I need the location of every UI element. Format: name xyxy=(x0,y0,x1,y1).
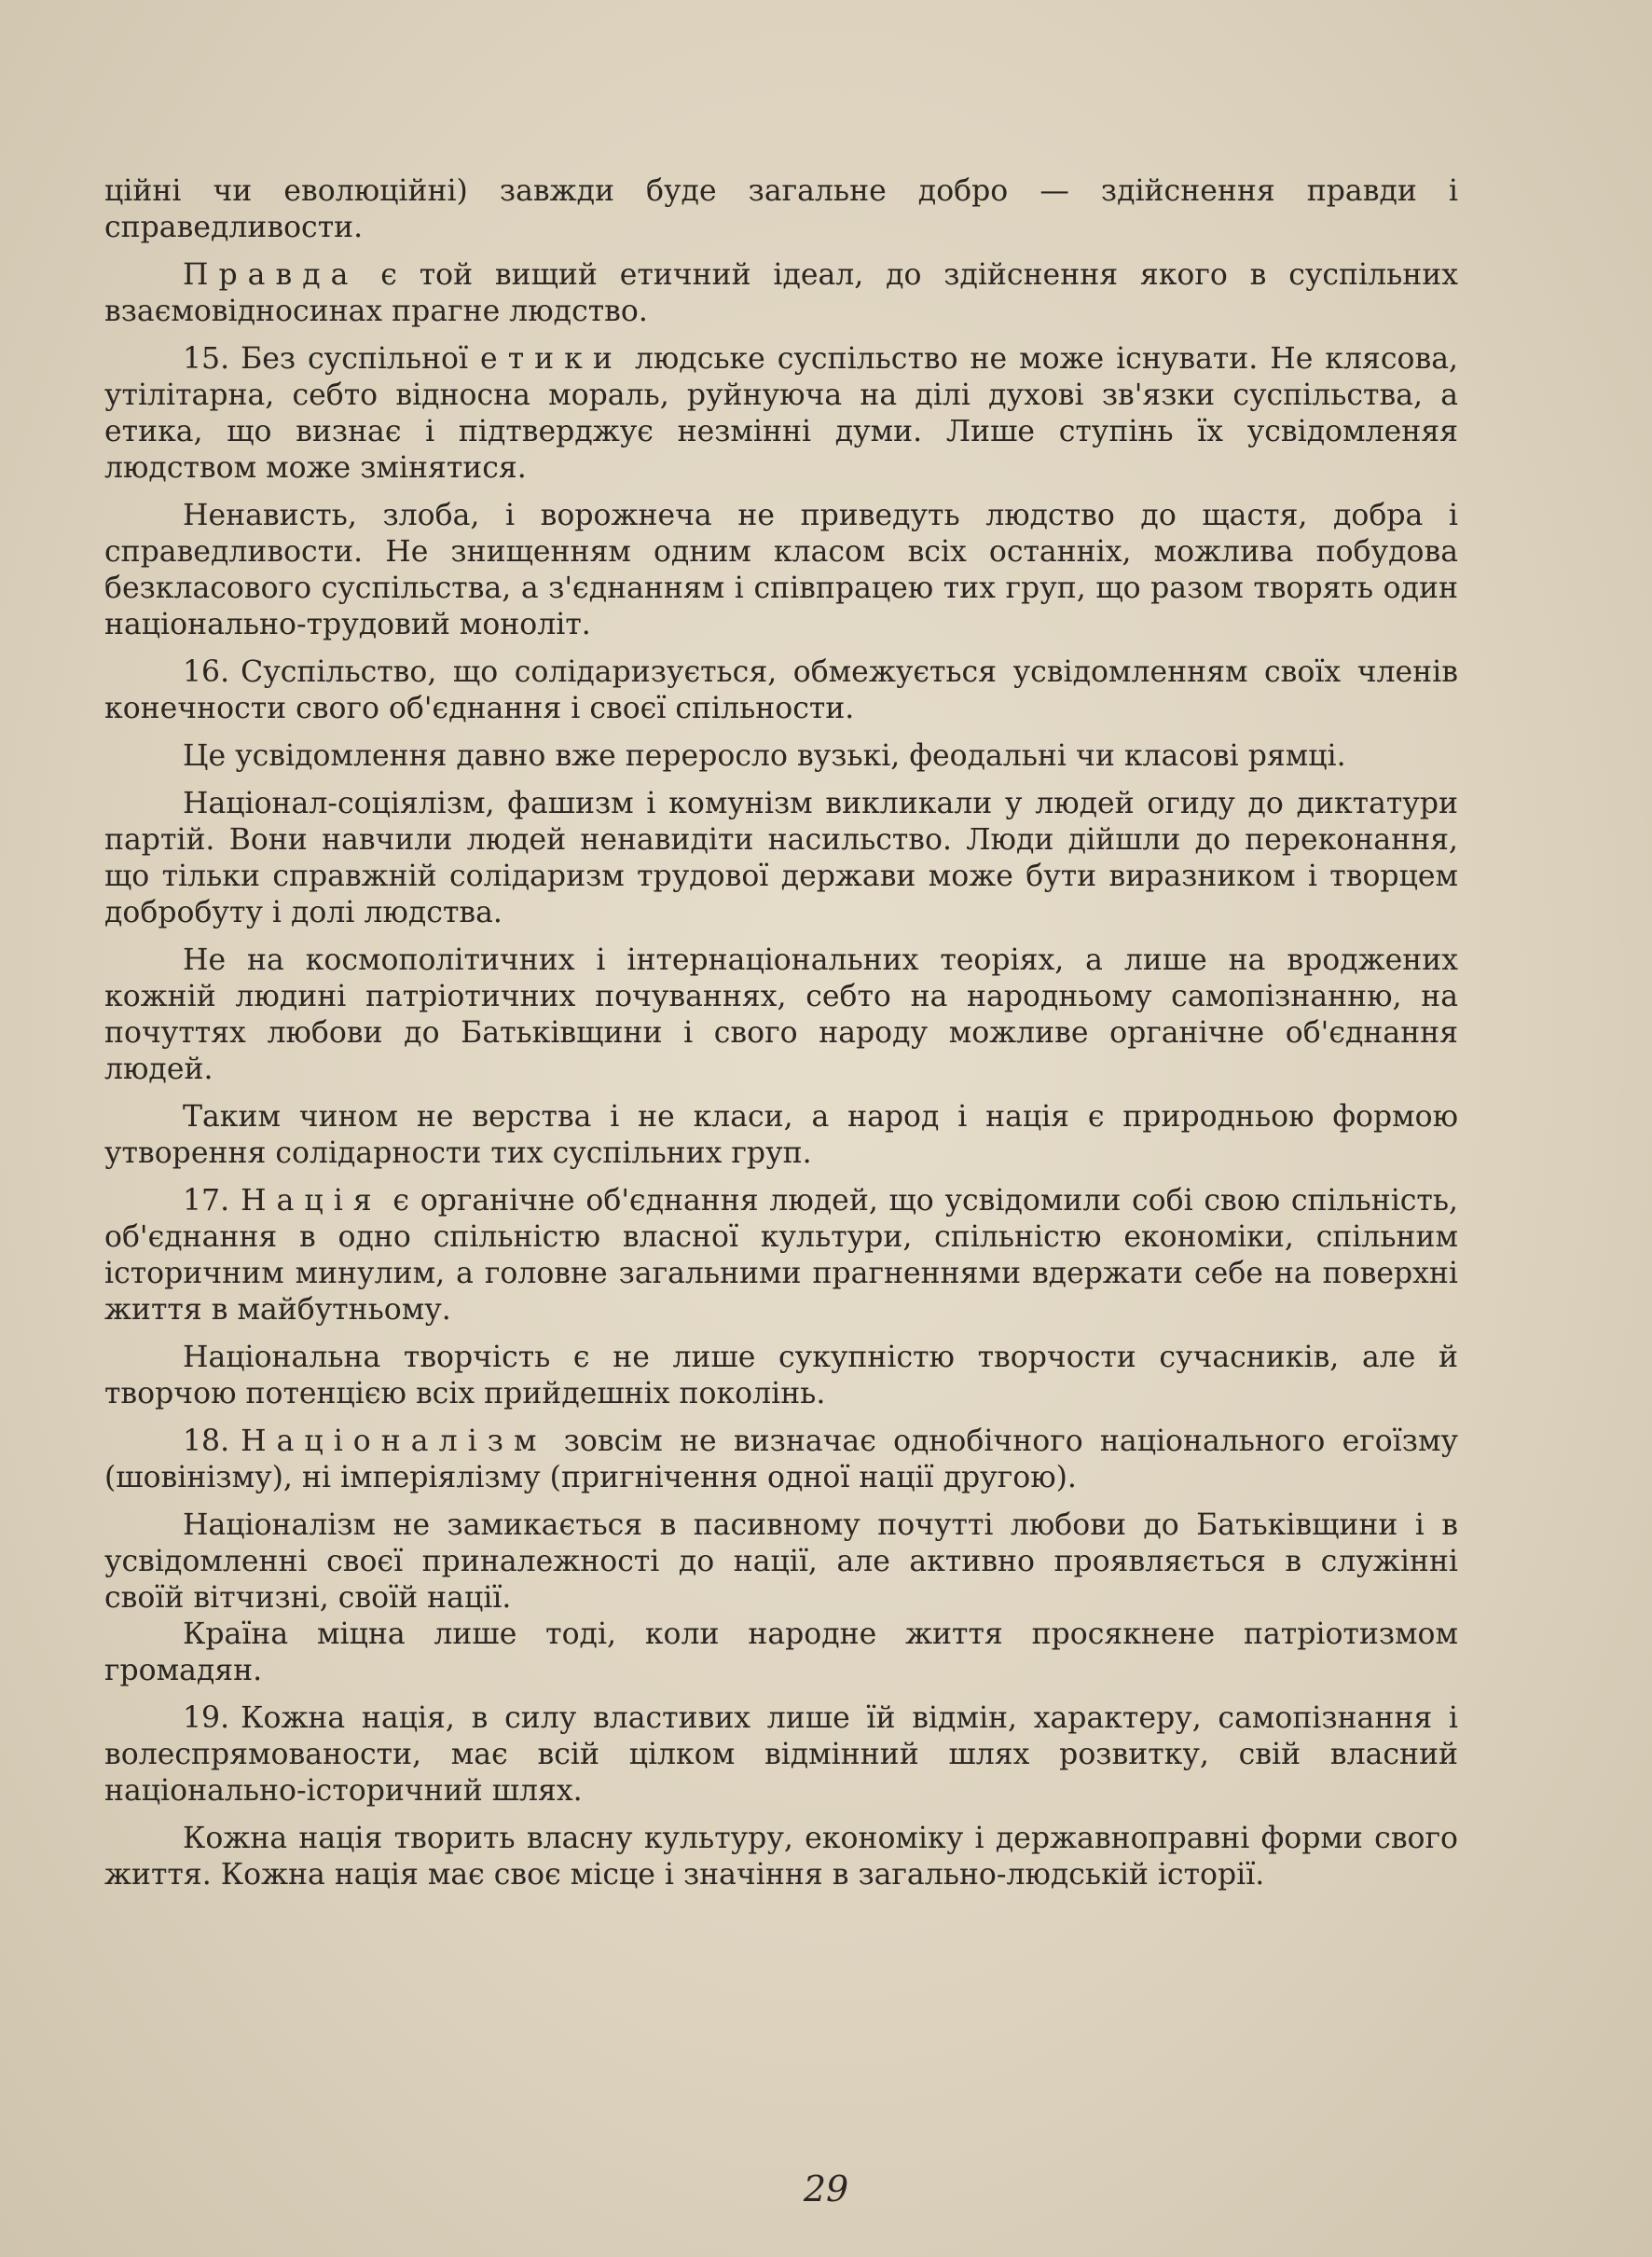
emphasis-word: Нація xyxy=(241,1184,382,1218)
section-number: 18. xyxy=(183,1424,230,1458)
paragraph-hatred xyxy=(104,498,1458,643)
paragraph-national-socialism xyxy=(104,786,1458,931)
paragraph-text: є той вищий етичний ідеал, до здійснення якого в суспільних взаємовідносинах прагне людство. xyxy=(104,258,1458,328)
section-number: 15. xyxy=(183,342,230,376)
paragraph-awareness xyxy=(104,738,1458,775)
paragraph-nationalism-active xyxy=(104,1507,1458,1617)
paragraph-text: Таким чином не верства і не класи, а народ і нація є природньою формою утворення солідарности тих суспільних груп. xyxy=(104,1100,1458,1170)
paragraph-text: Націонал-соціялізм, фашизм і комунізм викликали у людей огиду до диктатури партій. Вони навчили людей ненавидіти насильство. Люди дійшли до переконання, що тільки справжній солідаризм трудової держави може бути виразником і творцем добробуту і долі людства. xyxy=(104,787,1458,929)
paragraph-text: Ненависть, злоба, і ворожнеча не приведуть людство до щастя, добра і справедливости. Не знищенням одним класом всіх останніх, можлива побудова безкласового суспільства, а з'єднанням і співпрацею тих груп, що разом творять один національно-трудовий моноліт. xyxy=(104,499,1458,641)
paragraph-text: Країна міцна лише тоді, коли народне життя просякнене патріотизмом громадян. xyxy=(104,1617,1458,1687)
paragraph-truth xyxy=(104,257,1458,330)
paragraph-15 xyxy=(104,341,1458,487)
emphasis-word: Націоналізм xyxy=(241,1424,547,1458)
paragraph-text: зовсім не визначає однобічного національного егоїзму (шовінізму), ні імперіялізму (пригнічення одної нації другою). xyxy=(104,1424,1458,1494)
paragraph-strong-country xyxy=(104,1617,1458,1689)
paragraph-text: Не на космополітичних і інтернаціональних теоріях, а лише на вроджених кожній людині патріотичних почуваннях, себто на народньому самопізнанню, на почуттях любови до Батьківщини і свого народу можливе органічне об'єднання людей. xyxy=(104,943,1458,1086)
paragraph-text: Це усвідомлення давно вже переросло вузькі, феодальні чи класові рямці. xyxy=(183,739,1346,773)
paragraph-text: людське суспільство не може існувати. Не клясова, утілітарна, себто відносна мораль, руйнуюча на ділі духові зв'язки суспільства, а етика, що визнає і підтверджує незмінні думи. Лише ступінь їх усвідомленяя людством може змінятися. xyxy=(104,342,1458,485)
paragraph-text: Кожна нація, в силу властивих лише їй відмін, характеру, самопізнання і волеспрямованости, має всій цілком відмінний шлях розвитку, свій власний національно-історичний шлях. xyxy=(104,1701,1458,1808)
paragraph-text: ційні чи еволюційні) завжди буде загальне добро — здійснення правди і справедливости. xyxy=(104,174,1458,244)
paragraph-17 xyxy=(104,1183,1458,1328)
section-number: 19. xyxy=(183,1701,230,1735)
body-text xyxy=(104,173,1458,1905)
paragraph-text: Національна творчість є не лише сукупністю творчости сучасників, але й творчою потенцією всіх прийдешніх поколінь. xyxy=(104,1341,1458,1411)
emphasis-word: Правда xyxy=(183,258,359,292)
page-number: 29 xyxy=(803,2168,849,2209)
paragraph-text: Націоналізм не замикається в пасивному почутті любови до Батьківщини і в усвідомленні своєї приналежності до нації, але активно проявляється в служінні своїй вітчизні, своїй нації. xyxy=(104,1508,1458,1615)
paragraph-text: Суспільство, що солідаризується, обмежується усвідомленням своїх членів конечности свого об'єднання і своєї спільности. xyxy=(104,655,1458,725)
paragraph-16 xyxy=(104,654,1458,727)
paragraph-national-creativity xyxy=(104,1340,1458,1412)
paragraph-19 xyxy=(104,1700,1458,1810)
paragraph-text: Без суспільної xyxy=(241,342,481,376)
paragraph-continuation xyxy=(104,173,1458,246)
paragraph-text: є органічне об'єднання людей, що усвідомили собі свою спільність, об'єднання в одно спільністю власної культури, спільністю економіки, спільним історичним минулим, а головне загальними прагненнями вдержати себе на поверхні життя в майбутньому. xyxy=(104,1184,1458,1327)
paragraph-text: Кожна нація творить власну культуру, економіку і державноправні форми свого життя. Кожна нація має своє місце і значіння в загально-людській історії. xyxy=(104,1822,1458,1892)
section-number: 17. xyxy=(183,1184,230,1218)
paragraph-people-nation xyxy=(104,1099,1458,1172)
paragraph-cosmopolitan xyxy=(104,943,1458,1088)
paragraph-18 xyxy=(104,1424,1458,1496)
paragraph-each-nation xyxy=(104,1821,1458,1893)
section-number: 16. xyxy=(183,655,230,689)
emphasis-word: етики xyxy=(480,342,623,376)
